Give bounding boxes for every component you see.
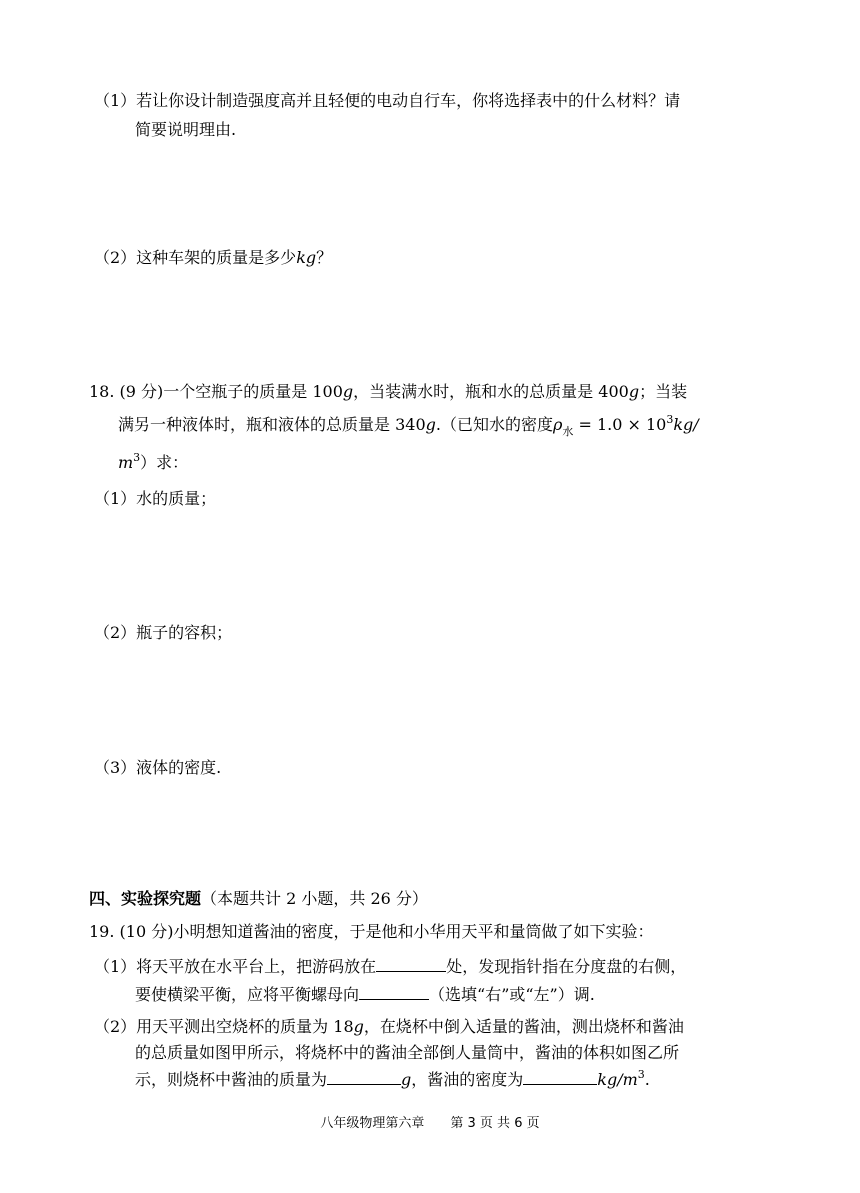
q19-intro: 19. (10 分)小明想知道酱油的密度，于是他和小华用天平和量筒做了如下实验： <box>89 922 654 941</box>
q19-p2-a: （2）用天平测出空烧杯的质量为 <box>94 1017 334 1036</box>
q18-l2-e: = 1.0 × 10 <box>573 415 667 434</box>
q17-part1-line1: （1）若让你设计制造强度高并且轻便的电动自行车，你将选择表中的什么材料？请 <box>94 91 681 110</box>
q18-l2-unit: g <box>425 415 436 434</box>
q19-part1-line1 <box>94 955 686 978</box>
q19-p1-a: （1）将天平放在水平台上，把游码放在 <box>94 957 377 976</box>
q18-l2-num: 340 <box>395 415 426 434</box>
page-footer: 八年级物理第六章 第 3 页 共 6 页 <box>320 1116 540 1131</box>
q18-l2-d: .（已知水的密度 <box>435 415 553 434</box>
q19-part2-line3 <box>135 1068 650 1093</box>
q18-line2 <box>118 414 699 438</box>
q19-p2-e-unit: g <box>401 1070 412 1089</box>
q17-part1-line2: 简要说明理由. <box>135 120 237 139</box>
q18-l3-m: m <box>118 453 134 472</box>
q18-l3-b: ）求： <box>140 453 189 472</box>
answer-blank-2 <box>359 983 429 1000</box>
q18-l1-g: ；当装 <box>639 382 688 401</box>
answer-blank-4 <box>523 1068 597 1085</box>
q18-l1-num2: 400 <box>598 382 629 401</box>
q19-p2-h: . <box>644 1070 650 1089</box>
q18-rho-subscript: 水 <box>562 425 574 438</box>
q17-part2 <box>94 247 332 269</box>
q18-part1: （1）水的质量； <box>94 489 217 508</box>
q17-part2-unit: kg <box>296 248 317 267</box>
q19-p1-b: 处，发现指针指在分度盘的右侧， <box>446 957 687 976</box>
q17-part2-qmark: ？ <box>316 248 333 267</box>
q18-l1-num1: 100 <box>312 382 343 401</box>
answer-blank-3 <box>327 1068 401 1085</box>
q18-line3 <box>118 452 188 476</box>
q18-part3: （3）液体的密度. <box>94 758 222 777</box>
q19-p1-c: 要使横梁平衡，应将平衡螺母向 <box>135 985 360 1004</box>
q18-part2: （2）瓶子的容积； <box>94 623 233 642</box>
q18-line1 <box>89 381 687 403</box>
q18-l2-a: 满另一种液体时，瓶和液体的总质量是 <box>118 415 396 434</box>
q18-rho-symbol: ρ <box>552 415 563 434</box>
section4-title: 四、实验探究题 <box>89 889 202 908</box>
q18-l1-d: ，当装满水时，瓶和水的总质量是 <box>353 382 599 401</box>
q17-part2-text: （2）这种车架的质量是多少 <box>94 248 297 267</box>
q18-l3-exp: 3 <box>133 451 141 464</box>
q18-l2-f: kg/ <box>673 415 699 434</box>
q18-l1-a: 18. (9 分)一个空瓶子的质量是 <box>89 382 313 401</box>
q19-p1-d: （选填“右”或“左”）调. <box>429 985 595 1004</box>
q19-part2-line2: 的总质量如图甲所示，将烧杯中的酱油全部倒人量筒中，酱油的体积如图乙所 <box>135 1043 680 1062</box>
q19-p2-b: ，在烧杯中倒入适量的酱油，测出烧杯和酱油 <box>363 1017 684 1036</box>
q19-p2-unit: g <box>353 1017 364 1036</box>
section4-note: （本题共计 2 小题，共 26 分） <box>201 889 428 908</box>
q19-p2-num: 18 <box>333 1017 354 1036</box>
q19-p2-g-exp: 3 <box>637 1068 645 1081</box>
q18-l1-unit1: g <box>342 382 354 401</box>
answer-blank-1 <box>376 955 446 972</box>
q18-l1-unit2: g <box>628 382 640 401</box>
q19-part2-line1 <box>94 1016 684 1038</box>
q19-part1-line2 <box>135 983 595 1006</box>
q18-l2-exp: 3 <box>666 413 674 426</box>
section4-heading <box>89 888 428 910</box>
q19-p2-f: ，酱油的密度为 <box>411 1070 524 1089</box>
q19-p2-g-unit: kg/m <box>597 1070 638 1089</box>
q19-p2-d: 示，则烧杯中酱油的质量为 <box>135 1070 328 1089</box>
